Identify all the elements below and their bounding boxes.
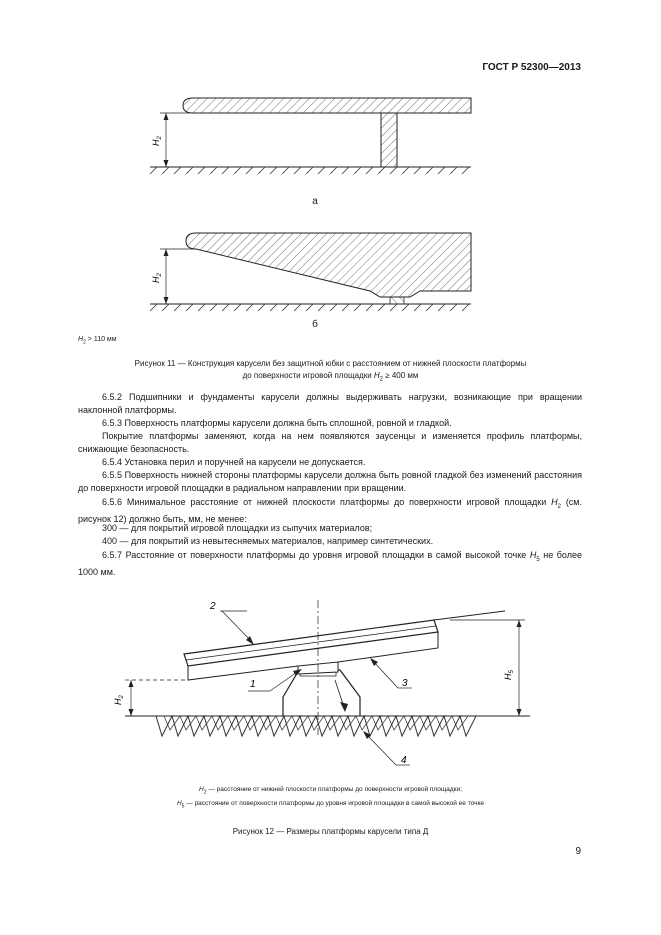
- callout-1: 1: [250, 679, 256, 690]
- fig12-dim-h5: $H_5$: [503, 670, 515, 680]
- figure-11a-label: а: [312, 196, 318, 207]
- figure-11b-label: б: [312, 319, 318, 330]
- document-code: ГОСТ Р 52300—2013: [482, 62, 581, 73]
- figure-11-caption: Рисунок 11 — Конструкция карусели без защитной юбки с расстоянием от нижней плоскости платформы до поверхности игровой площадки $H_2 \ge 400$ мм: [134, 359, 527, 383]
- callout-3: 3: [402, 678, 408, 689]
- paragraph-6-5-4: 6.5.4 Установка перил и поручней на карусели не допускается.: [102, 457, 366, 467]
- paragraph-6-5-5: 6.5.5 Поверхность нижней стороны платформы карусели должна быть ровной гладкой без изменений расстояния до поверхности игровой площадки в радиальном направлении при вращении.: [78, 470, 582, 493]
- callout-4: 4: [401, 755, 407, 766]
- paragraph-6-5-2: 6.5.2 Подшипники и фундаменты карусели должны выдерживать нагрузки, возникающие при вращении наклонной платформы.: [78, 392, 582, 415]
- paragraph-6-5-3-cont: Покрытие платформы заменяют, когда на нем появляются заусенцы и изменяется профиль платформы, снижающие безопасность.: [78, 431, 582, 454]
- list-item-400: 400 — для покрытий из невытесняемых материалов, например синтетических.: [102, 536, 434, 546]
- figure-11-note: $H_2 > 110$ мм: [78, 336, 117, 346]
- legend-h2: $H_2$ — расстояние от нижней плоскости платформы до поверхности игровой площадки;: [199, 786, 462, 796]
- paragraph-6-5-6: 6.5.6 Минимальное расстояние от нижней плоскости платформы до поверхности игровой площадки $H_2$ (см. рисунок 12) должно быть, мм, не менее:: [78, 497, 582, 525]
- figure-12-legend: [60, 784, 601, 813]
- page-number: 9: [575, 846, 581, 857]
- list-item-300: 300 — для покрытий игровой площадки из сыпучих материалов;: [102, 523, 373, 533]
- callout-2: 2: [210, 601, 216, 612]
- paragraph-6-5-3: 6.5.3 Поверхность платформы карусели должна быть сплошной, ровной и гладкой.: [102, 418, 452, 428]
- paragraph-6-5-7: 6.5.7 Расстояние от поверхности платформы до уровня игровой площадки в самой высокой точке $H_5$ не более 1000 мм.: [78, 550, 583, 578]
- figure-12-caption: Рисунок 12 — Размеры платформы карусели типа Д: [232, 827, 429, 836]
- legend-h5: $H_5$ — расстояние от поверхности платформы до уровня игровой площадки в самой высокой ее точке: [176, 800, 485, 810]
- fig11a-dim-h2: $H_2$: [151, 136, 163, 146]
- fig11b-dim-h2: $H_2$: [151, 273, 163, 283]
- fig12-dim-h2: $H_2$: [113, 695, 125, 705]
